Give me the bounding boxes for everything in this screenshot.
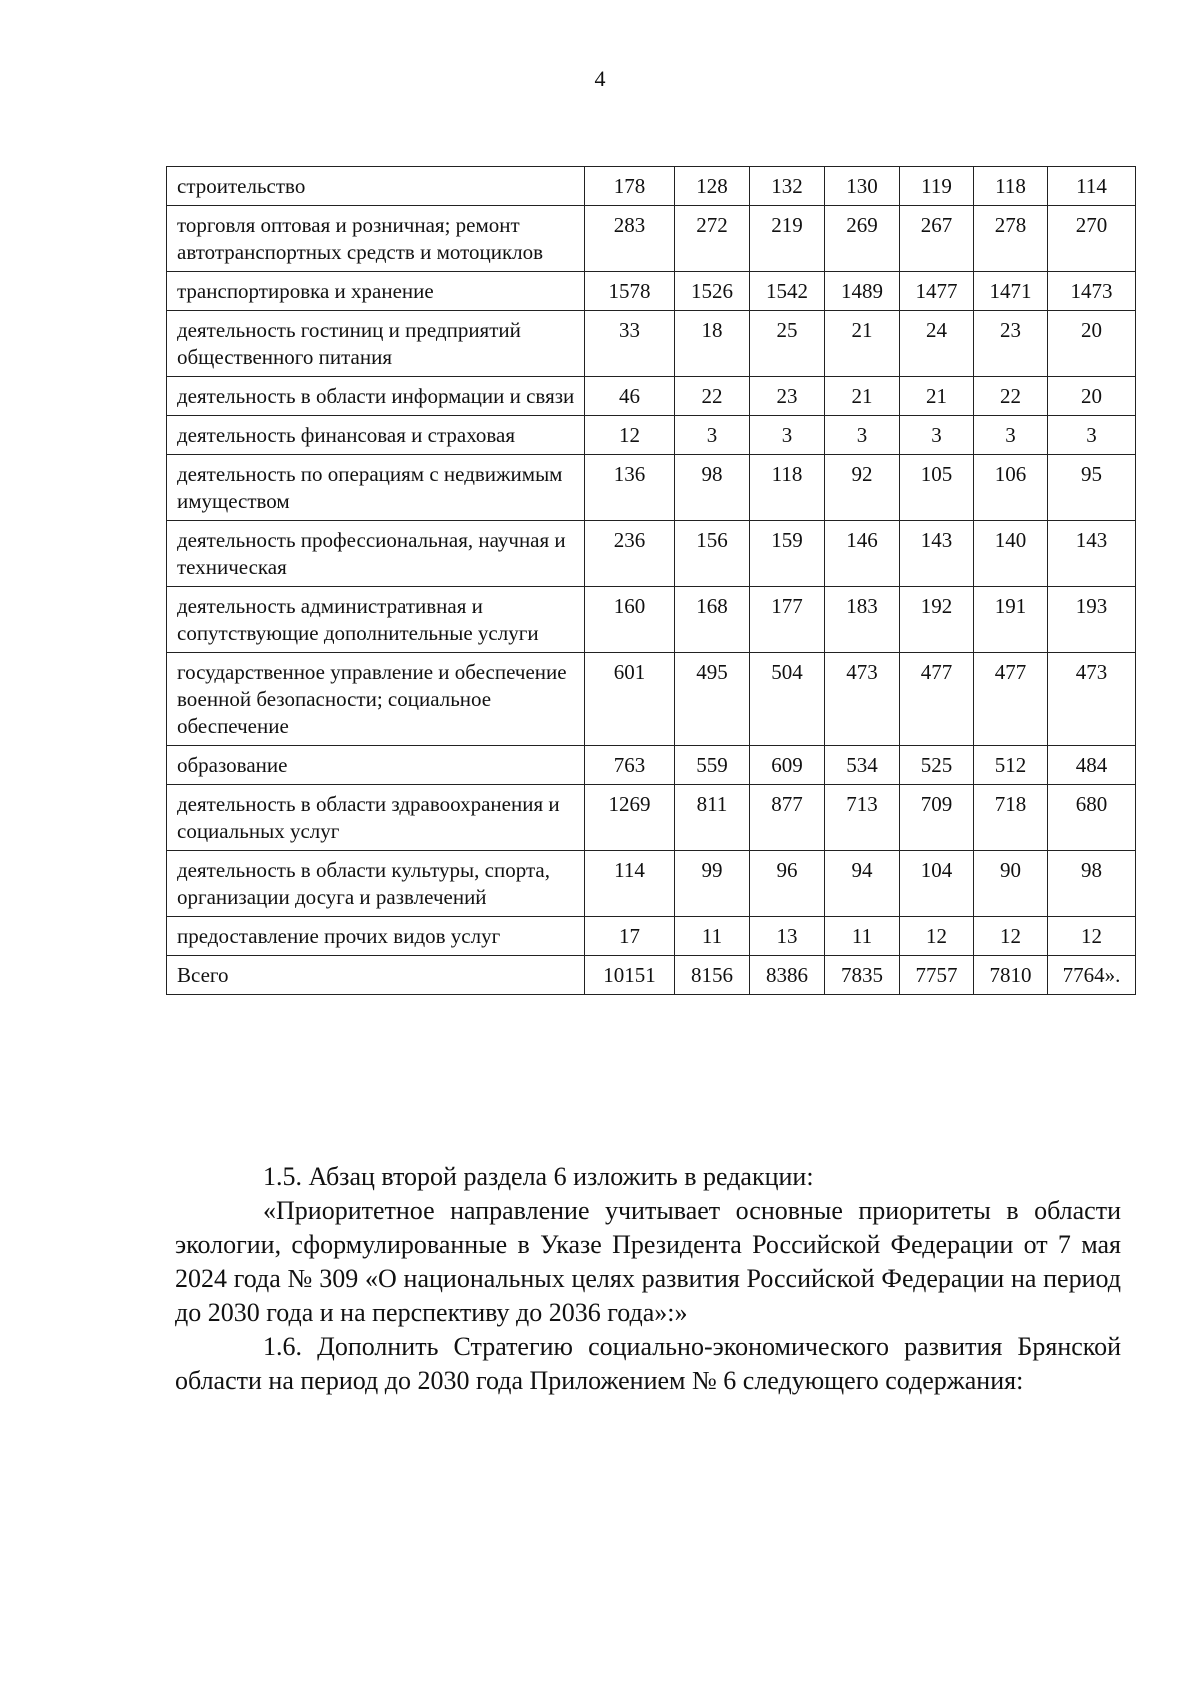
row-label: государственное управление и обеспечение военной безопасности; социальное обеспечение	[167, 653, 585, 746]
row-value: 13	[750, 917, 825, 956]
row-value: 278	[974, 206, 1048, 272]
row-value: 92	[825, 455, 900, 521]
row-value: 680	[1048, 785, 1136, 851]
row-value: 99	[675, 851, 750, 917]
table-row	[167, 416, 1136, 455]
row-label: строительство	[167, 167, 585, 206]
row-value: 559	[675, 746, 750, 785]
row-value: 90	[974, 851, 1048, 917]
row-value: 136	[585, 455, 675, 521]
row-value: 8156	[675, 956, 750, 995]
row-value: 7764».	[1048, 956, 1136, 995]
row-value: 160	[585, 587, 675, 653]
row-value: 473	[1048, 653, 1136, 746]
row-value: 20	[1048, 377, 1136, 416]
row-value: 1542	[750, 272, 825, 311]
row-value: 1473	[1048, 272, 1136, 311]
row-value: 3	[675, 416, 750, 455]
row-value: 143	[1048, 521, 1136, 587]
table-row	[167, 587, 1136, 653]
table-row	[167, 521, 1136, 587]
row-value: 12	[585, 416, 675, 455]
row-value: 106	[974, 455, 1048, 521]
row-value: 11	[825, 917, 900, 956]
row-value: 177	[750, 587, 825, 653]
row-label: деятельность административная и сопутствующие дополнительные услуги	[167, 587, 585, 653]
row-label: Всего	[167, 956, 585, 995]
row-value: 156	[675, 521, 750, 587]
row-value: 94	[825, 851, 900, 917]
row-label: торговля оптовая и розничная; ремонт автотранспортных средств и мотоциклов	[167, 206, 585, 272]
row-label: деятельность по операциям с недвижимым имуществом	[167, 455, 585, 521]
row-value: 168	[675, 587, 750, 653]
row-value: 484	[1048, 746, 1136, 785]
row-value: 159	[750, 521, 825, 587]
row-label: образование	[167, 746, 585, 785]
row-value: 178	[585, 167, 675, 206]
row-value: 23	[974, 311, 1048, 377]
row-value: 1471	[974, 272, 1048, 311]
row-value: 7757	[900, 956, 974, 995]
row-value: 3	[900, 416, 974, 455]
row-value: 718	[974, 785, 1048, 851]
row-value: 183	[825, 587, 900, 653]
row-value: 236	[585, 521, 675, 587]
row-value: 3	[750, 416, 825, 455]
row-value: 146	[825, 521, 900, 587]
row-value: 23	[750, 377, 825, 416]
row-value: 3	[974, 416, 1048, 455]
row-value: 473	[825, 653, 900, 746]
table-row	[167, 455, 1136, 521]
row-value: 1477	[900, 272, 974, 311]
row-value: 114	[1048, 167, 1136, 206]
row-value: 1489	[825, 272, 900, 311]
row-value: 601	[585, 653, 675, 746]
row-value: 192	[900, 587, 974, 653]
row-label: предоставление прочих видов услуг	[167, 917, 585, 956]
row-value: 272	[675, 206, 750, 272]
row-value: 46	[585, 377, 675, 416]
row-value: 24	[900, 311, 974, 377]
row-value: 219	[750, 206, 825, 272]
table-row	[167, 653, 1136, 746]
row-value: 12	[1048, 917, 1136, 956]
row-value: 140	[974, 521, 1048, 587]
row-label: деятельность в области информации и связи	[167, 377, 585, 416]
row-value: 119	[900, 167, 974, 206]
row-value: 130	[825, 167, 900, 206]
row-value: 143	[900, 521, 974, 587]
row-value: 114	[585, 851, 675, 917]
row-value: 17	[585, 917, 675, 956]
table-body	[167, 167, 1136, 995]
row-value: 105	[900, 455, 974, 521]
row-value: 283	[585, 206, 675, 272]
row-value: 12	[900, 917, 974, 956]
row-value: 709	[900, 785, 974, 851]
row-value: 7835	[825, 956, 900, 995]
row-value: 11	[675, 917, 750, 956]
row-value: 525	[900, 746, 974, 785]
row-value: 512	[974, 746, 1048, 785]
row-value: 21	[825, 311, 900, 377]
row-value: 267	[900, 206, 974, 272]
row-value: 269	[825, 206, 900, 272]
table-row	[167, 377, 1136, 416]
table-row	[167, 851, 1136, 917]
row-value: 21	[900, 377, 974, 416]
table-row	[167, 311, 1136, 377]
row-value: 477	[900, 653, 974, 746]
row-value: 118	[974, 167, 1048, 206]
row-value: 534	[825, 746, 900, 785]
row-value: 763	[585, 746, 675, 785]
row-value: 1578	[585, 272, 675, 311]
row-value: 504	[750, 653, 825, 746]
row-value: 1526	[675, 272, 750, 311]
employment-table	[166, 166, 1136, 995]
row-label: деятельность в области культуры, спорта, организации досуга и развлечений	[167, 851, 585, 917]
row-value: 33	[585, 311, 675, 377]
row-value: 3	[825, 416, 900, 455]
body-text	[175, 1160, 1121, 1398]
page-number: 4	[594, 66, 606, 91]
table-row	[167, 167, 1136, 206]
row-value: 10151	[585, 956, 675, 995]
row-value: 495	[675, 653, 750, 746]
row-value: 1269	[585, 785, 675, 851]
row-value: 8386	[750, 956, 825, 995]
table-row	[167, 272, 1136, 311]
row-value: 22	[974, 377, 1048, 416]
row-value: 18	[675, 311, 750, 377]
table-row	[167, 746, 1136, 785]
row-value: 20	[1048, 311, 1136, 377]
row-label: деятельность финансовая и страховая	[167, 416, 585, 455]
row-value: 609	[750, 746, 825, 785]
row-value: 7810	[974, 956, 1048, 995]
paragraph-1-5: 1.5. Абзац второй раздела 6 изложить в редакции:	[263, 1162, 814, 1191]
row-label: деятельность профессиональная, научная и техническая	[167, 521, 585, 587]
row-value: 98	[675, 455, 750, 521]
row-value: 713	[825, 785, 900, 851]
row-value: 193	[1048, 587, 1136, 653]
row-value: 21	[825, 377, 900, 416]
row-value: 95	[1048, 455, 1136, 521]
row-value: 25	[750, 311, 825, 377]
row-value: 477	[974, 653, 1048, 746]
paragraph-quote: «Приоритетное направление учитывает основные приоритеты в области экологии, сформулированные в Указе Президента Российской Федерации от 7 мая 2024 года № 309 «О национальных целях развития Российской Федерации на период до 2030 года и на перспективу до 2036 года»:»	[175, 1196, 1121, 1327]
row-value: 104	[900, 851, 974, 917]
row-label: деятельность гостиниц и предприятий общественного питания	[167, 311, 585, 377]
row-value: 811	[675, 785, 750, 851]
row-value: 98	[1048, 851, 1136, 917]
row-value: 3	[1048, 416, 1136, 455]
table-row	[167, 917, 1136, 956]
row-value: 128	[675, 167, 750, 206]
table-row	[167, 956, 1136, 995]
row-value: 118	[750, 455, 825, 521]
table-row	[167, 206, 1136, 272]
row-value: 877	[750, 785, 825, 851]
row-value: 132	[750, 167, 825, 206]
row-value: 12	[974, 917, 1048, 956]
row-label: транспортировка и хранение	[167, 272, 585, 311]
row-value: 96	[750, 851, 825, 917]
row-value: 22	[675, 377, 750, 416]
paragraph-1-6: 1.6. Дополнить Стратегию социально-экономического развития Брянской области на период до 2030 года Приложением № 6 следующего содержания:	[175, 1332, 1121, 1395]
table-row	[167, 785, 1136, 851]
row-label: деятельность в области здравоохранения и социальных услуг	[167, 785, 585, 851]
row-value: 191	[974, 587, 1048, 653]
row-value: 270	[1048, 206, 1136, 272]
